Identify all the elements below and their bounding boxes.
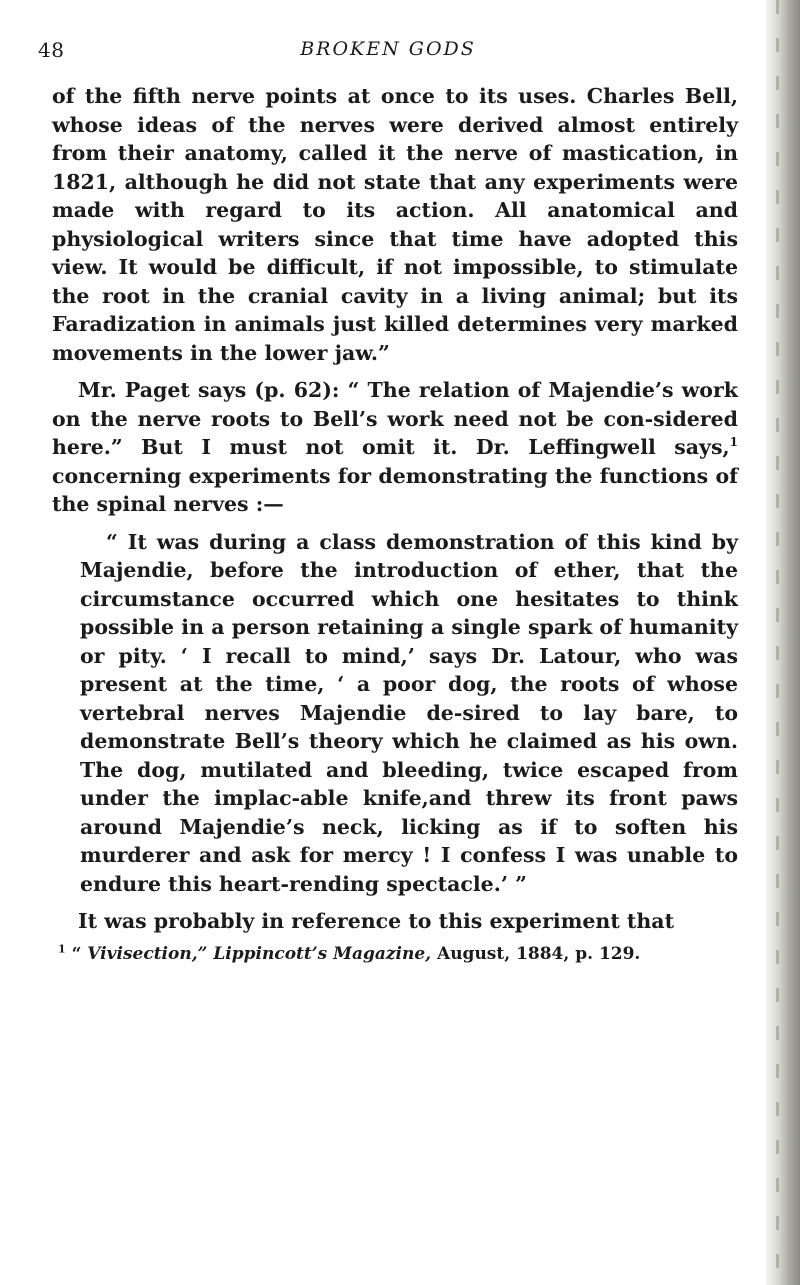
page-number: 48 <box>38 38 65 62</box>
paragraph: of the fifth nerve points at once to its uses. Charles Bell, whose ideas of the nerves were derived almost entirely from their anatomy, called it the nerve of mastication, in 1821, although he did not state that any experiments were made with regard to its action. All anatomical and physiological writers since that time have adopted this view. It would be difficult, if not impossible, to stimulate the root in the cranial cavity in a living animal; but its Faradization in animals just killed determines very marked movements in the lower jaw.” <box>52 84 738 365</box>
footnote-open-quote: “ <box>71 943 88 964</box>
footnote-magazine: Lippincott’s Magazine, <box>213 943 432 964</box>
paragraph-text: Mr. Paget says (p. 62): “ The relation of Majendie’s work on the nerve roots to Bell’s work need not be con-sidered here.” But I must not omit it. Dr. Leffingwell says, <box>52 378 738 459</box>
paragraph-text: concerning experiments for demonstrating the functions of the spinal nerves :— <box>52 463 738 516</box>
paragraph <box>52 376 738 519</box>
footnote-mark: 1 <box>58 941 66 955</box>
page-edge-shadow <box>766 0 800 1285</box>
running-head: BROKEN GODS <box>300 38 476 60</box>
footnote <box>52 942 738 966</box>
block-quote: “ It was during a class demonstration of this kind by Majendie, before the introduction of ether, that the circumstance occurred which one hesitates to think possible in a person retaining a single spark of humanity or pity. ‘ I recall to mind,’ says Dr. Latour, who was present at the time, ‘ a poor dog, the roots of whose vertebral nerves Majendie de-sired to lay bare, to demonstrate Bell’s theory which he claimed as his own. The dog, mutilated and bleeding, twice escaped from under the implac-able knife,and threw its front paws around Majendie’s neck, licking as if to soften his murderer and ask for mercy ! I confess I was unable to endure this heart-rending spectacle.’ ” <box>80 529 738 896</box>
footnote-reference: 1 <box>729 435 738 450</box>
page-header <box>38 38 738 68</box>
paragraph: It was probably in reference to this experiment that <box>78 909 675 933</box>
footnote-article: Vivisection,” <box>87 943 208 964</box>
footnote-details: August, 1884, p. 129. <box>431 943 641 964</box>
body-text <box>52 82 738 966</box>
